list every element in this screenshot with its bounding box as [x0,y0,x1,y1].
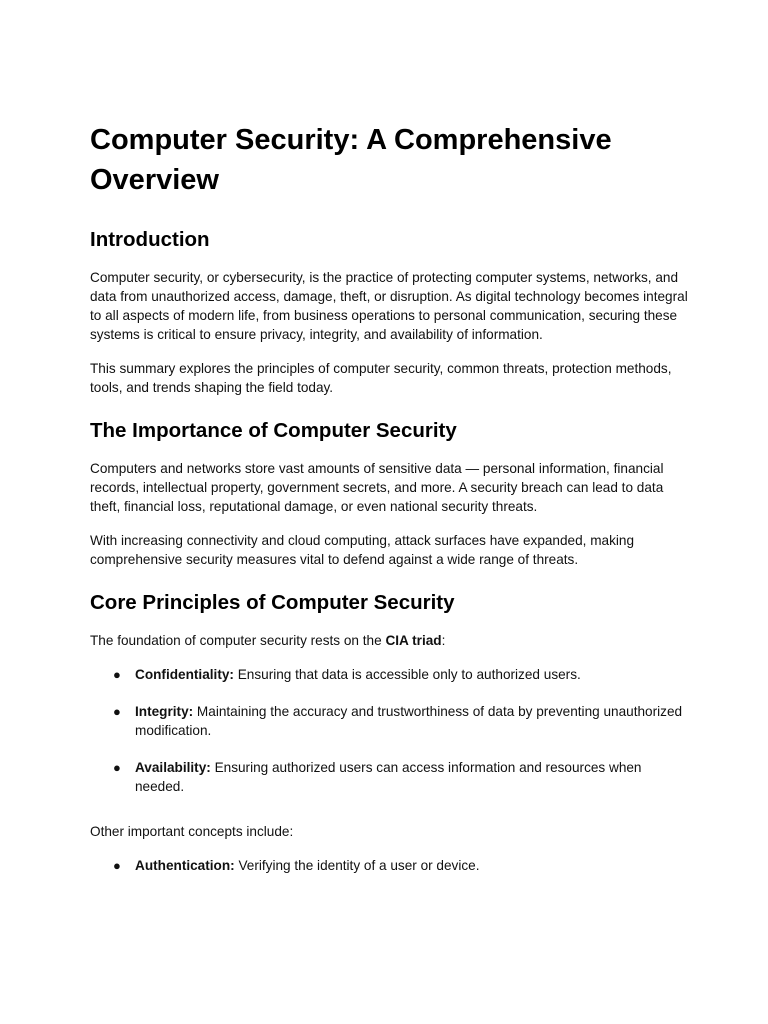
heading-introduction: Introduction [90,228,210,251]
heading-importance: The Importance of Computer Security [90,419,457,442]
list-item-confidentiality [90,665,690,684]
intro-paragraph-1: Computer security, or cybersecurity, is the practice of protecting computer systems, networks, and data from unauthorized access, damage, theft, or disruption. As digital technology becomes integral to all aspects of modern life, from business operations to personal communication, securing these systems is critical to ensure privacy, integrity, and availability of information. [90,270,688,342]
importance-paragraph-2: With increasing connectivity and cloud computing, attack surfaces have expanded, making comprehensive security measures vital to defend against a wide range of threats. [90,533,635,567]
list-item-term: Availability: [135,760,211,775]
list-item-availability [90,758,690,796]
importance-paragraph-1: Computers and networks store vast amounts of sensitive data — personal information, financial records, intellectual property, government secrets, and more. A security breach can lead to data theft, financial loss, reputational damage, or even national security threats. [90,461,664,514]
list-item-integrity [90,702,690,740]
cia-lead-paragraph [90,631,690,650]
list-item-authentication [90,856,690,875]
list-item-term: Integrity: [135,704,194,719]
list-item-text: Verifying the identity of a user or device. [234,858,480,873]
cia-triad-term: CIA triad [385,633,442,648]
document-title: Computer Security: A Comprehensive Overview [90,124,612,196]
heading-core-principles: Core Principles of Computer Security [90,591,455,614]
bullet-icon: ● [113,858,121,873]
document-page [90,120,690,893]
other-concepts-lead: Other important concepts include: [90,824,294,839]
bullet-icon: ● [113,760,121,775]
bullet-icon: ● [113,704,121,719]
other-concepts-list [90,856,690,875]
list-item-text: Ensuring authorized users can access information and resources when needed. [135,760,642,794]
list-item-text: Ensuring that data is accessible only to authorized users. [233,667,581,682]
cia-lead-colon: : [441,633,446,648]
cia-list [90,665,690,796]
intro-paragraph-2: This summary explores the principles of computer security, common threats, protection methods, tools, and trends shaping the field today. [90,361,672,395]
cia-lead-text: The foundation of computer security rests on the [90,633,386,648]
list-item-term: Confidentiality: [135,667,234,682]
list-item-term: Authentication: [135,858,235,873]
list-item-text: Maintaining the accuracy and trustworthiness of data by preventing unauthorized modification. [135,704,683,738]
bullet-icon: ● [113,667,121,682]
